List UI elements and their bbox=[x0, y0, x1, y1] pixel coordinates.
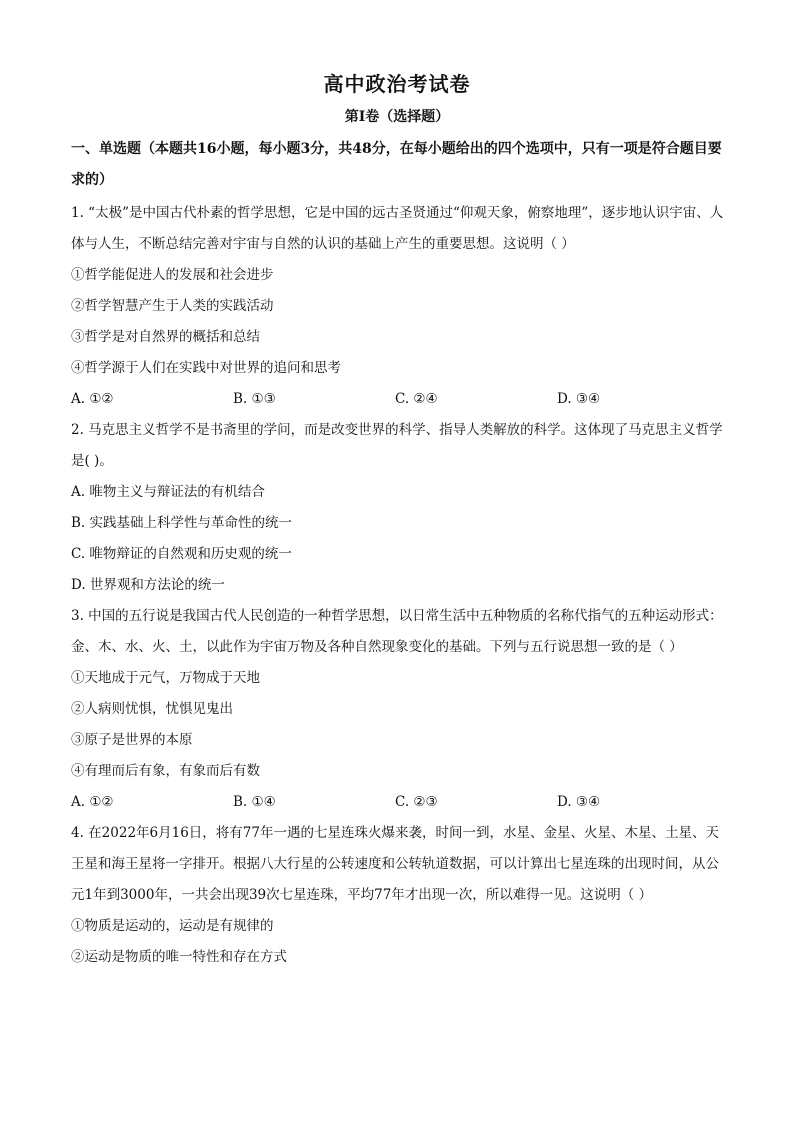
option-d[interactable]: D. 世界观和方法论的统一 bbox=[71, 577, 225, 593]
question-4 bbox=[71, 818, 731, 973]
question-stem: 4. 在2022年6月16日，将有77年一遇的七星连珠火爆来袭，时间一到，水星、金星、火星、木星、土星、天王星和海王星将一字排开。根据八大行星的公转速度和公转轨道数据，可以计算出七星连珠的出现时间，从公元1年到3000年，一共会出现39次七星连珠，平均77年才出现一次，所以难得一见。这说明（ ） bbox=[71, 825, 719, 903]
option-b[interactable]: B. ①③ bbox=[233, 391, 276, 407]
answer-options bbox=[71, 787, 731, 818]
statement: ②人病则忧惧，忧惧见鬼出 bbox=[71, 701, 233, 717]
statement: ①哲学能促进人的发展和社会进步 bbox=[71, 267, 274, 283]
statement: ②哲学智慧产生于人类的实践活动 bbox=[71, 298, 274, 314]
statement: ④哲学源于人们在实践中对世界的追问和思考 bbox=[71, 360, 341, 376]
option-c[interactable]: C. ②③ bbox=[395, 794, 438, 810]
answer-options bbox=[71, 384, 731, 415]
statement: ④有理而后有象，有象而后有数 bbox=[71, 763, 260, 779]
option-c[interactable]: C. 唯物辩证的自然观和历史观的统一 bbox=[71, 546, 292, 562]
section-heading: 一、单选题（本题共16小题，每小题3分，共48分，在每小题给出的四个选项中，只有一项是符合题目要求的） bbox=[71, 141, 722, 188]
page-subtitle: 第Ⅰ卷（选择题） bbox=[344, 109, 450, 125]
statement: ①天地成于元气，万物成于天地 bbox=[71, 670, 260, 686]
question-1 bbox=[71, 198, 731, 415]
option-c[interactable]: C. ②④ bbox=[395, 391, 438, 407]
question-stem: 1. “太极”是中国古代朴素的哲学思想，它是中国的远古圣贤通过“仰观天象，俯察地理”，逐步地认识宇宙、人体与人生，不断总结完善对宇宙与自然的认识的基础上产生的重要思想。这说明（ ） bbox=[71, 205, 724, 252]
page-title: 高中政治考试卷 bbox=[323, 72, 471, 96]
question-2 bbox=[71, 415, 731, 601]
option-a[interactable]: A. 唯物主义与辩证法的有机结合 bbox=[71, 484, 265, 500]
option-b[interactable]: B. ①④ bbox=[233, 794, 276, 810]
exam-content bbox=[71, 134, 731, 973]
statement: ①物质是运动的，运动是有规律的 bbox=[71, 918, 274, 934]
option-d[interactable]: D. ③④ bbox=[557, 391, 601, 407]
statement: ③哲学是对自然界的概括和总结 bbox=[71, 329, 260, 345]
option-a[interactable]: A. ①② bbox=[71, 794, 114, 810]
question-3 bbox=[71, 601, 731, 818]
statement: ③原子是世界的本原 bbox=[71, 732, 193, 748]
option-a[interactable]: A. ①② bbox=[71, 391, 114, 407]
statement: ②运动是物质的唯一特性和存在方式 bbox=[71, 949, 287, 965]
option-d[interactable]: D. ③④ bbox=[557, 794, 601, 810]
option-b[interactable]: B. 实践基础上科学性与革命性的统一 bbox=[71, 515, 293, 531]
question-stem: 2. 马克思主义哲学不是书斋里的学问，而是改变世界的科学、指导人类解放的科学。这体现了马克思主义哲学是( )。 bbox=[71, 422, 723, 469]
question-stem: 3. 中国的五行说是我国古代人民创造的一种哲学思想，以日常生活中五种物质的名称代指气的五种运动形式：金、木、水、火、土，以此作为宇宙万物及各种自然现象变化的基础。下列与五行说思想一致的是（ ） bbox=[71, 608, 723, 655]
